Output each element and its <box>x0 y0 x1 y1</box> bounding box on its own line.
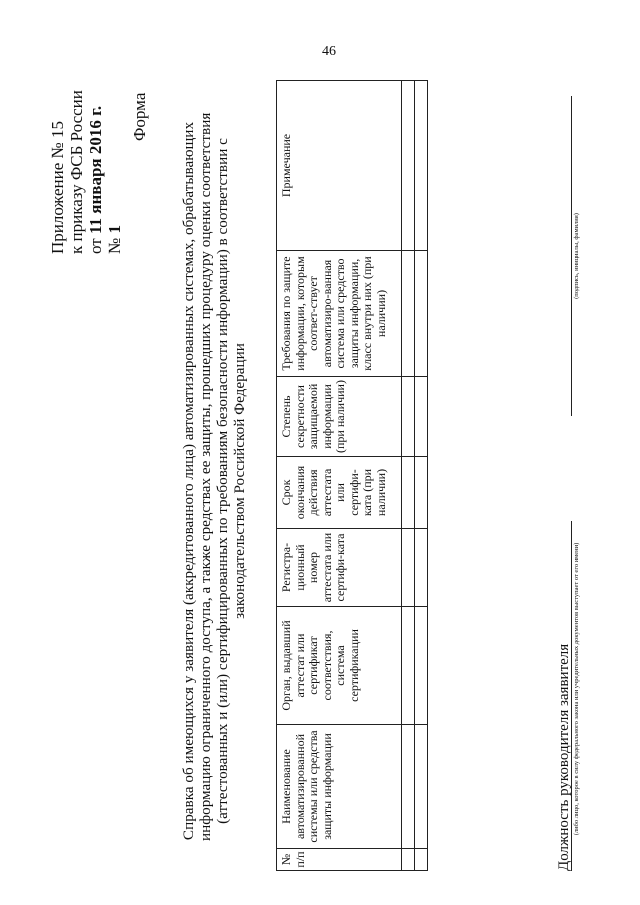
column-header-number: № п/п <box>277 849 402 871</box>
table-cell <box>402 377 415 457</box>
column-header-expiry-date: Срок окончания действия аттестата или сертифи-ката (при наличии) <box>277 457 402 529</box>
table-cell <box>415 81 428 251</box>
order-date-line <box>86 74 105 254</box>
table-cell <box>415 849 428 871</box>
table-cell <box>415 377 428 457</box>
title-line: Справка об имеющихся у заявителя (аккредитованного лица) автоматизированных системах, обрабатывающих <box>180 121 197 841</box>
position-underline <box>571 521 572 871</box>
table-cell <box>415 457 428 529</box>
order-number-line <box>105 74 124 254</box>
table-cell <box>402 457 415 529</box>
table-cell <box>415 607 428 725</box>
table-header-row <box>277 81 402 871</box>
title-line: законодательством Российской Федерации <box>231 343 248 619</box>
table-cell <box>402 529 415 607</box>
position-note: (либо лицо, которое в силу федерального закона или учредительных документов выступает от его имени) <box>573 542 580 836</box>
signature-line <box>571 96 572 416</box>
appendix-header <box>48 74 124 254</box>
table-cell <box>402 81 415 251</box>
page-number: 46 <box>322 44 336 59</box>
table-cell <box>415 251 428 377</box>
table-cell <box>415 725 428 849</box>
head-position-title: Должность руководителя заявителя <box>556 643 572 871</box>
column-header-requirements: Требования по защите информации, которым соответ-ствует автоматизиро-ванная система или средство защиты информации, класс внутри них (при наличии) <box>277 251 402 377</box>
appendix-number: Приложение № 15 <box>48 121 67 254</box>
column-header-registration-number: Регистра-ционный номер аттестата или сертифи-ката <box>277 529 402 607</box>
document-title <box>180 112 248 841</box>
order-date-prefix: от <box>86 238 105 254</box>
order-number-prefix: № <box>105 237 124 254</box>
table-cell <box>402 251 415 377</box>
table-cell <box>402 725 415 849</box>
rotated-form-sheet <box>46 76 606 876</box>
order-number: 1 <box>105 225 124 234</box>
table-cell <box>415 529 428 607</box>
table-cell <box>402 607 415 725</box>
title-line: (аттестованных и (или) сертифицированных по требованиям безопасности информации) в соответствии с <box>214 138 231 824</box>
column-header-secrecy-level: Степень секретности защищаемой информации (при наличии) <box>277 377 402 457</box>
column-header-issuing-body: Орган, выдавший аттестат или сертификат соответствия, система сертификации <box>277 607 402 725</box>
table-row <box>415 81 428 871</box>
order-reference: к приказу ФСБ России <box>67 90 86 254</box>
signature-note: (подпись, инициалы, фамилия) <box>573 213 580 299</box>
table-cell <box>402 849 415 871</box>
systems-table <box>276 80 428 871</box>
title-line: информацию ограниченного доступа, а также средствах ее защиты, прошедших процедуру оценки соответствия <box>197 112 214 841</box>
order-date: 11 января 2016 г. <box>86 105 105 235</box>
form-label: Форма <box>130 92 149 141</box>
table-row <box>402 81 415 871</box>
column-header-notes: Примечание <box>277 81 402 251</box>
column-header-system-name: Наименование автоматизированной системы или средства защиты информации <box>277 725 402 849</box>
